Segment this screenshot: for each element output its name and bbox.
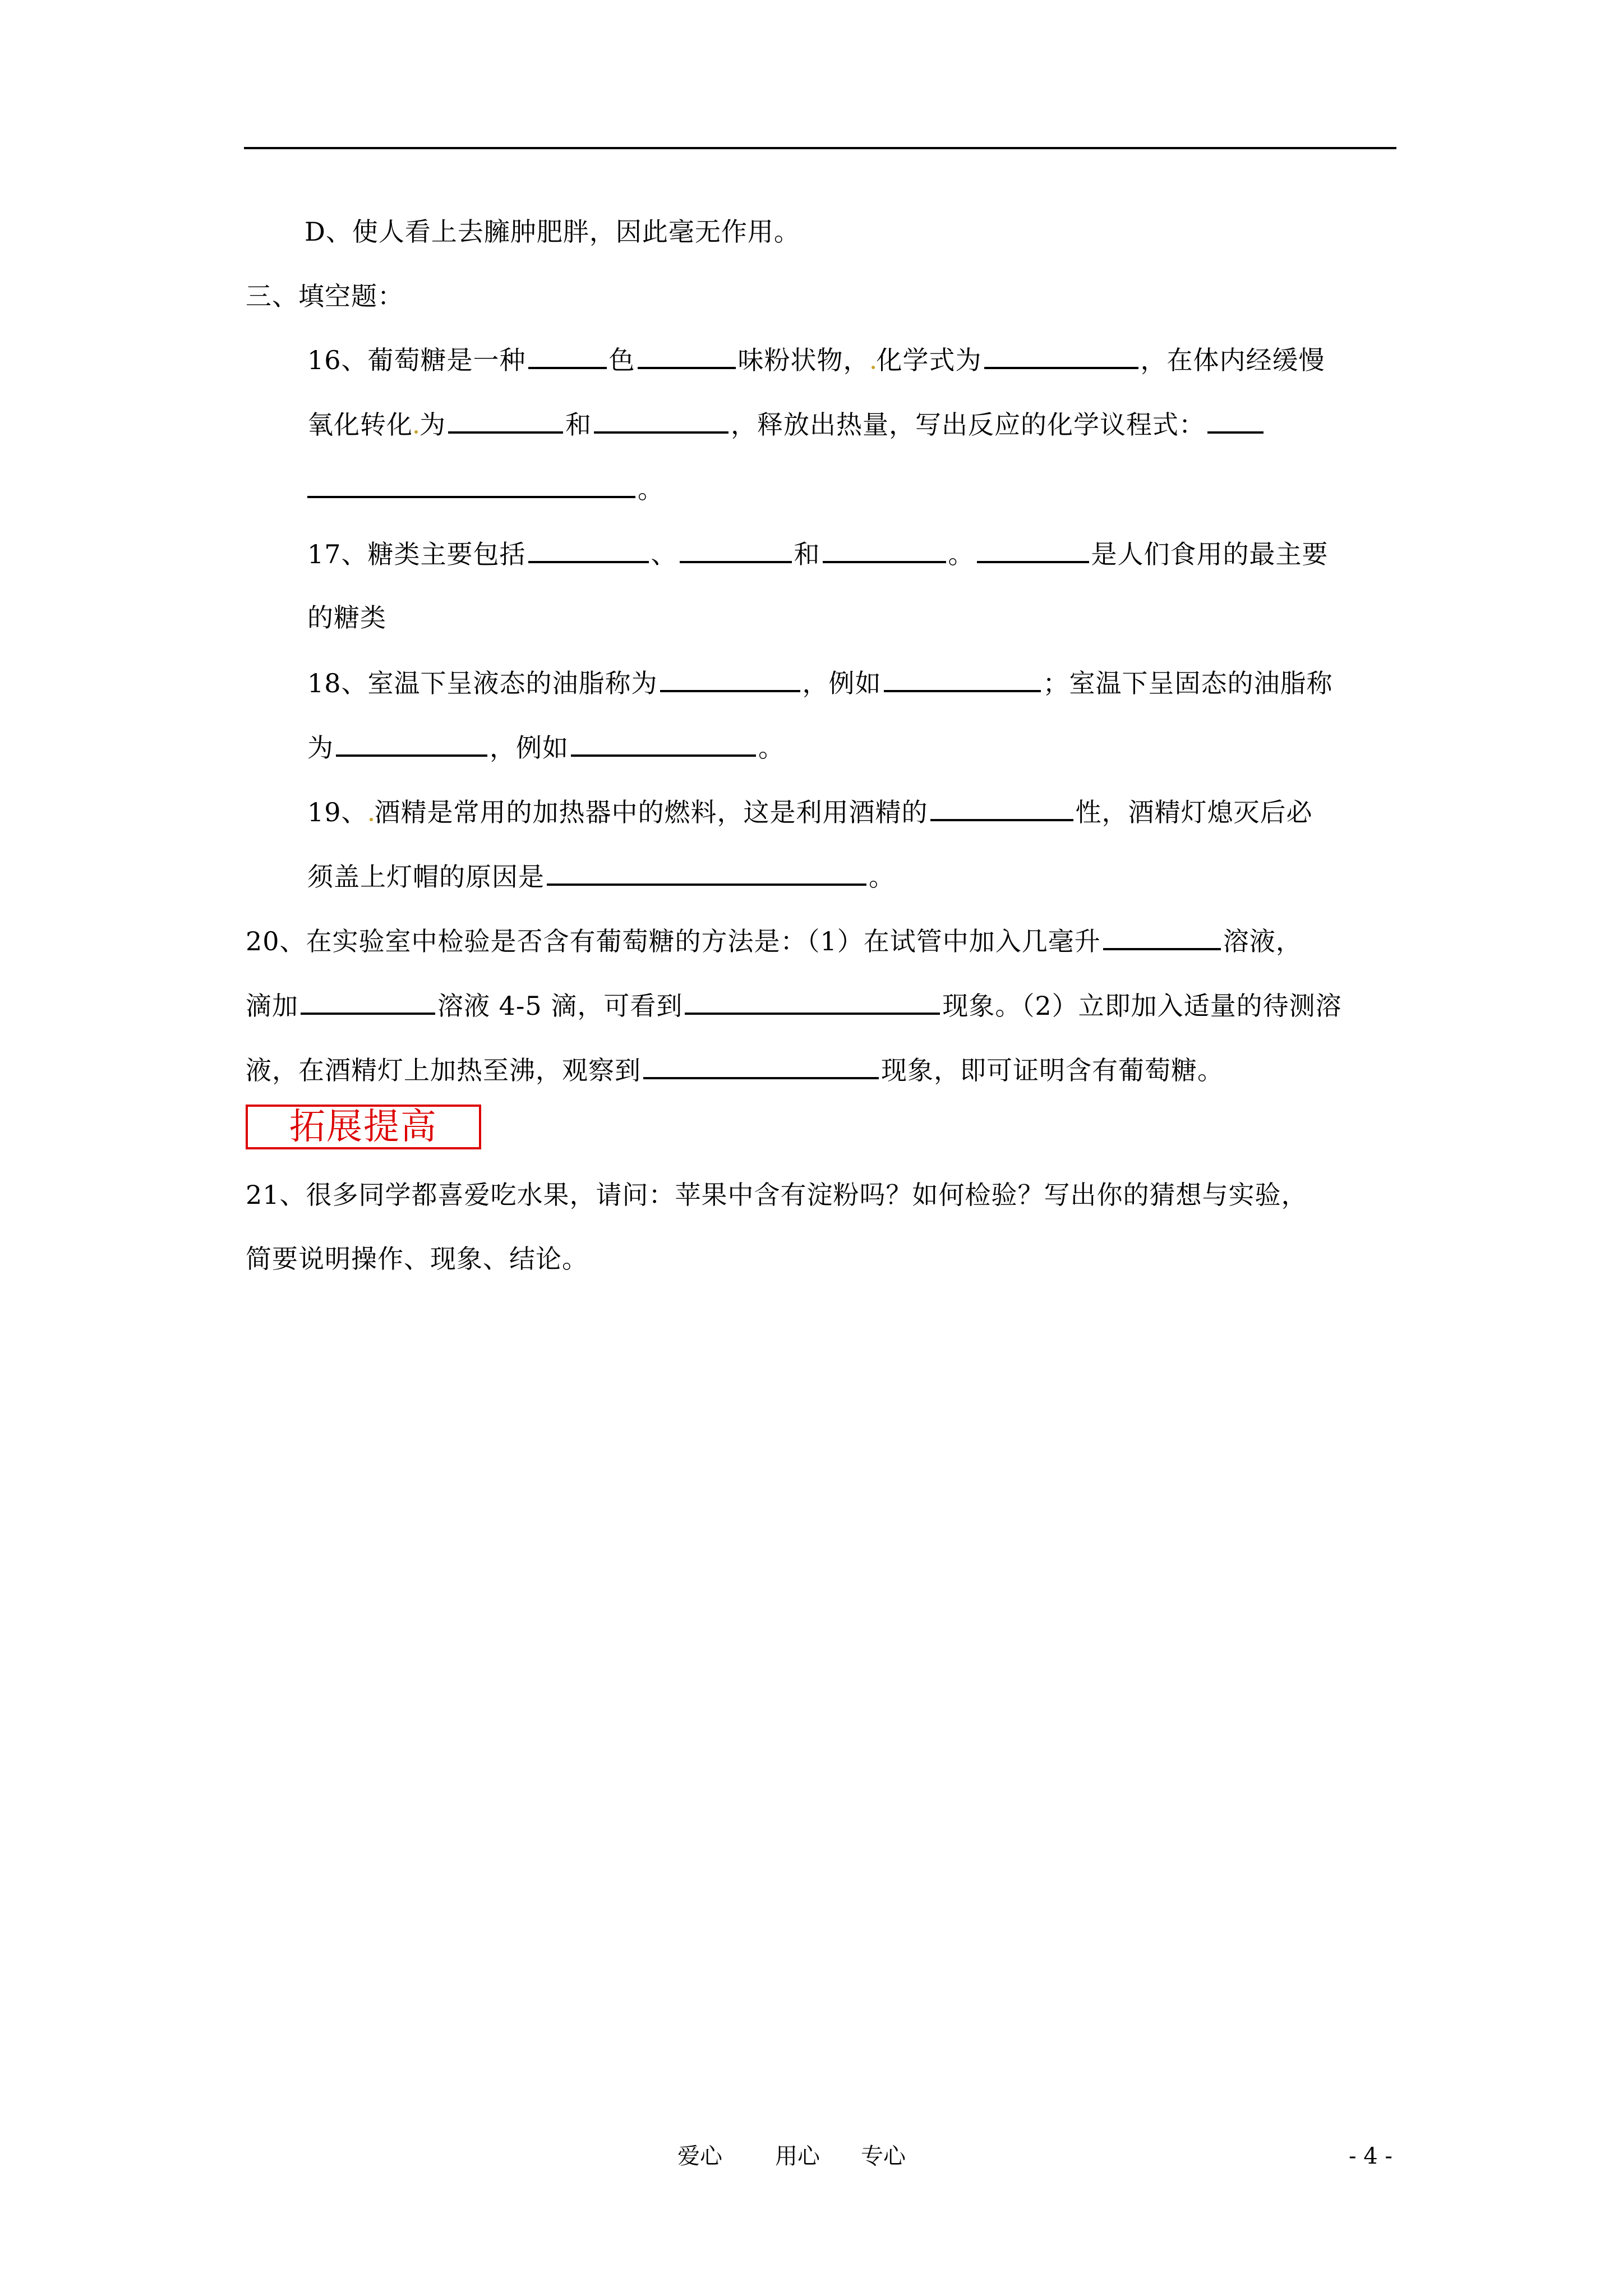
q19-blank-property[interactable] — [930, 794, 1073, 821]
question-18-line2 — [307, 730, 785, 765]
q19-text: 。 — [869, 862, 895, 892]
question-17-line2: 的糖类 — [307, 602, 386, 633]
q16-blank-product1[interactable] — [448, 407, 563, 434]
q16-blank-taste[interactable] — [638, 342, 736, 369]
question-21-line2: 简要说明操作、现象、结论。 — [246, 1244, 588, 1274]
q19-text: 须盖上灯帽的原因是 — [307, 862, 545, 892]
q18-text: ，例如 — [802, 668, 882, 698]
q16-blank-product2[interactable] — [594, 407, 728, 434]
q16-text: 味粉状物， — [737, 345, 870, 375]
q17-blank-2[interactable] — [680, 536, 792, 563]
q20-text: 滴加 — [246, 991, 298, 1021]
q18-text: ，例如 — [490, 733, 569, 763]
q17-text: 17、糖类主要包括 — [307, 539, 526, 569]
q20-text: 现象，即可证明含有葡萄糖。 — [881, 1055, 1224, 1085]
q17-blank-4[interactable] — [977, 536, 1089, 563]
question-19-line1 — [307, 794, 1313, 829]
footer-word-2: 用心 — [775, 2143, 820, 2169]
question-20-line3 — [246, 1052, 1224, 1087]
q19-text: 性，酒精灯熄灭后必 — [1075, 797, 1313, 827]
question-20-line2 — [246, 988, 1342, 1023]
question-16-line1 — [307, 342, 1325, 377]
q18-blank-solid[interactable] — [336, 730, 487, 757]
mark-dot — [370, 818, 373, 821]
q18-text: ；室温下呈固态的油脂称 — [1043, 668, 1333, 698]
option-d: D、使人看上去臃肿肥胖，因此毫无作用。 — [305, 217, 800, 247]
q16-text: ，在体内经缓慢 — [1140, 345, 1325, 375]
q17-blank-3[interactable] — [823, 536, 946, 563]
q18-text: 为 — [307, 733, 334, 763]
q20-blank-solution1[interactable] — [1103, 923, 1221, 950]
q20-text: 溶液， — [1223, 926, 1302, 956]
question-16-line2 — [307, 407, 1266, 441]
question-19-line2 — [307, 859, 895, 894]
q19-text: 酒精是常用的加热器中的燃料，这是利用酒精的 — [374, 797, 928, 827]
q18-blank-example1[interactable] — [884, 665, 1041, 692]
q16-text: 和 — [565, 409, 592, 440]
mark-dot — [414, 430, 418, 434]
extension-badge: 拓展提高 — [246, 1105, 481, 1149]
q18-text: 。 — [758, 733, 785, 763]
q17-text: 。 — [948, 539, 975, 569]
q16-text: 色 — [608, 345, 635, 375]
q16-text: 16、葡萄糖是一种 — [307, 345, 526, 375]
q20-blank-solution2[interactable] — [301, 988, 435, 1015]
q20-blank-phenomenon1[interactable] — [685, 988, 940, 1015]
q19-blank-reason[interactable] — [547, 859, 866, 886]
footer-word-1: 爱心 — [677, 2143, 722, 2169]
q16-blank-equation-start[interactable] — [1207, 407, 1264, 434]
q19-text: 19、 — [307, 797, 368, 827]
q18-text: 18、室温下呈液态的油脂称为 — [307, 668, 658, 698]
q20-text: 20、在实验室中检验是否含有葡萄糖的方法是：（1）在试管中加入几毫升 — [246, 926, 1101, 956]
q20-text: 液，在酒精灯上加热至沸，观察到 — [246, 1055, 641, 1085]
q20-text: 溶液 4-5 滴，可看到 — [437, 991, 683, 1021]
question-16-line3 — [307, 471, 664, 506]
q16-text: 。 — [638, 474, 664, 504]
question-17-line1 — [307, 536, 1329, 571]
question-20-line1 — [246, 923, 1302, 958]
q20-text: 现象。（2）立即加入适量的待测溶 — [942, 991, 1342, 1021]
q20-blank-phenomenon2[interactable] — [643, 1052, 879, 1079]
question-18-line1 — [307, 665, 1333, 700]
footer-word-3: 专心 — [861, 2143, 906, 2169]
q16-text: ，释放出热量，写出反应的化学议程式： — [731, 409, 1205, 440]
q16-blank-formula[interactable] — [984, 342, 1138, 369]
page-number: - 4 - — [1349, 2143, 1393, 2169]
q16-text: 氧化转化 — [307, 409, 413, 440]
q16-text: 为 — [419, 409, 446, 440]
q16-blank-equation[interactable] — [307, 471, 635, 498]
mark-dot — [872, 366, 875, 369]
q16-blank-color[interactable] — [528, 342, 607, 369]
q16-text: 化学式为 — [876, 345, 982, 375]
q17-text: 、 — [651, 539, 677, 569]
q18-blank-example2[interactable] — [571, 730, 756, 757]
q18-blank-liquid[interactable] — [660, 665, 800, 692]
q17-text: 是人们食用的最主要 — [1091, 539, 1329, 569]
header-rule — [244, 147, 1396, 149]
question-21-line1: 21、很多同学都喜爱吃水果，请问：苹果中含有淀粉吗？如何检验？写出你的猜想与实验， — [246, 1180, 1308, 1210]
section-title: 三、填空题： — [246, 281, 404, 311]
q17-blank-1[interactable] — [528, 536, 649, 563]
q17-text: 和 — [794, 539, 820, 569]
